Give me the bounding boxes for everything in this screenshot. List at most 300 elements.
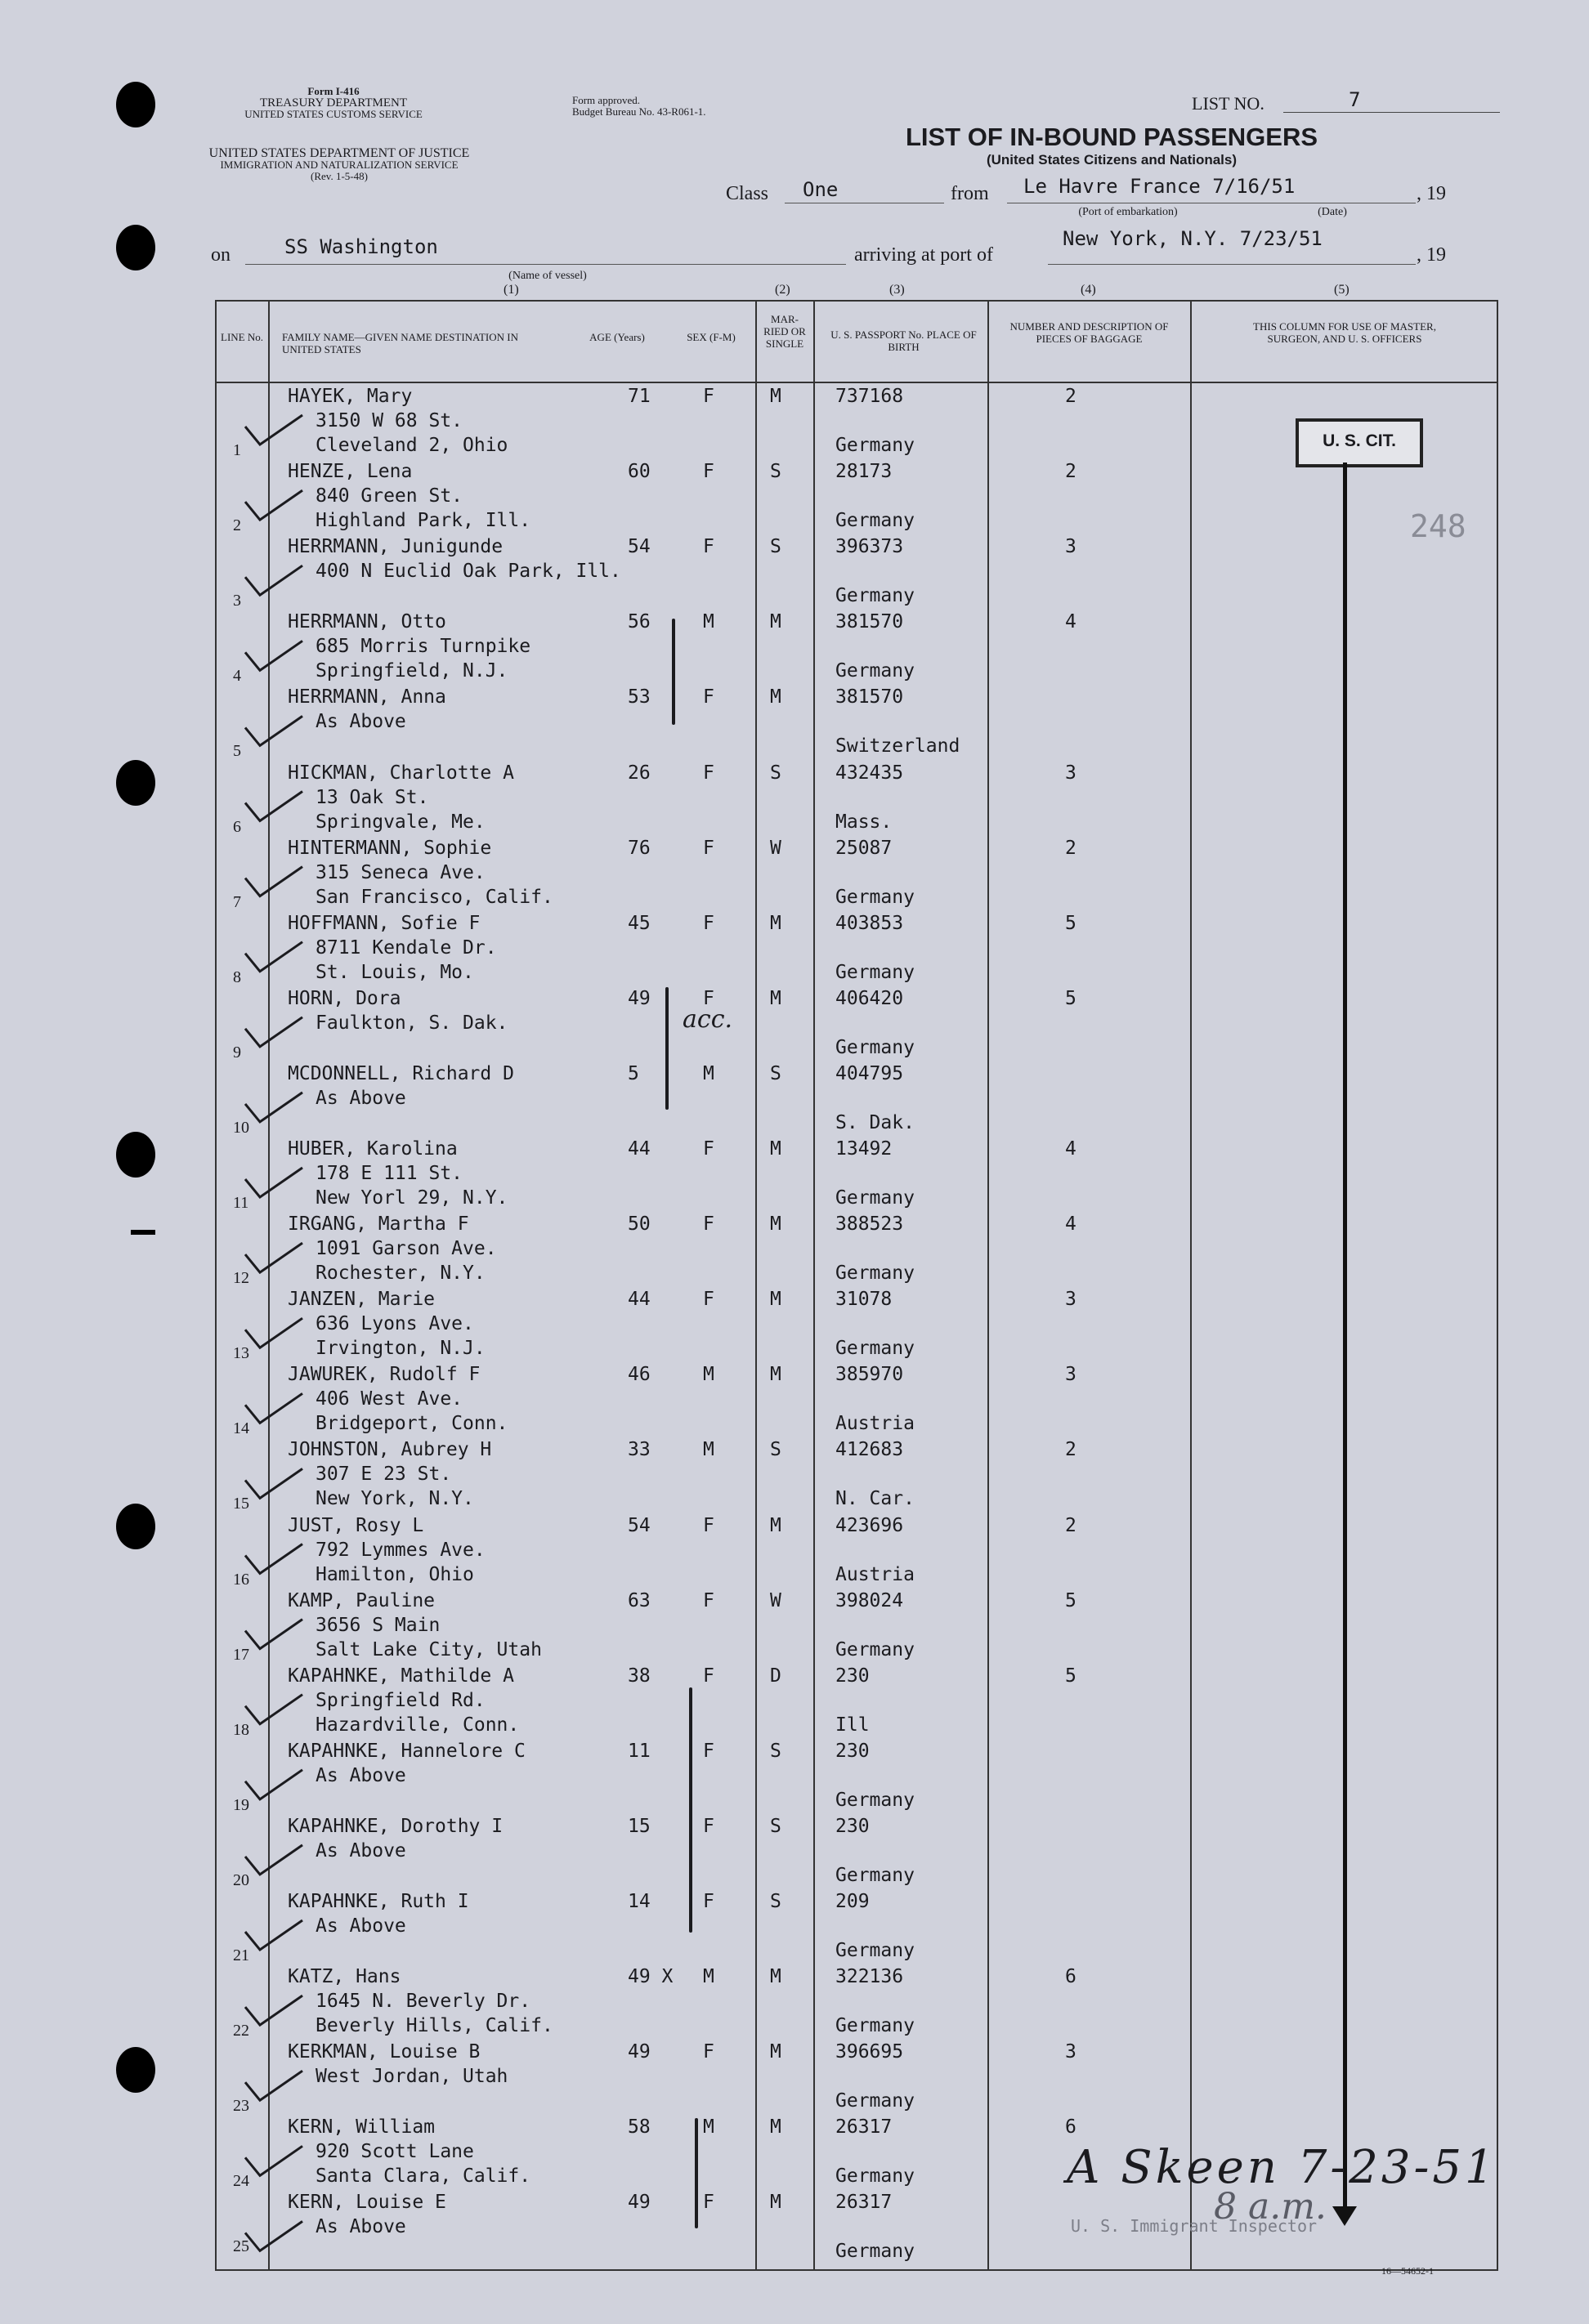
col-head-officers: THIS COLUMN FOR USE OF MASTER, SURGEON, AND U. S. OFFICERS	[1253, 320, 1436, 345]
check-mark-icon	[245, 867, 302, 896]
passenger-name: KAPAHNKE, Mathilde A	[288, 1665, 514, 1687]
passport-number-cell: 25087	[835, 837, 893, 859]
line-number: 3	[233, 592, 241, 610]
sex-cell: F	[703, 2041, 714, 2063]
col-num-5: (5)	[1334, 283, 1350, 297]
passenger-name: KAPAHNKE, Ruth I	[288, 1891, 469, 1912]
birthplace-cell: Germany	[835, 1940, 915, 1961]
sex-cell: M	[703, 1966, 714, 1988]
age-cell: 58	[628, 2116, 651, 2139]
address-line-2: Highland Park, Ill.	[316, 510, 531, 532]
passport-number-cell: 322136	[835, 1966, 904, 1988]
col-head-age: AGE (Years)	[589, 331, 645, 343]
revision: (Rev. 1-5-48)	[311, 170, 368, 182]
passenger-name: JAWUREK, Rudolf F	[288, 1364, 481, 1386]
check-mark-icon	[245, 716, 302, 745]
baggage-cell: 3	[1065, 1364, 1076, 1386]
marital-status-cell: D	[770, 1665, 781, 1687]
address-line-1: As Above	[316, 2216, 406, 2238]
check-mark-icon	[245, 1318, 302, 1347]
from-label: from	[951, 183, 989, 204]
line-number: 6	[233, 817, 241, 836]
address-line-1: 792 Lymmes Ave.	[316, 1539, 486, 1561]
passport-number-cell: 396695	[835, 2041, 904, 2063]
check-mark-icon	[245, 2146, 302, 2175]
line-number: 5	[233, 742, 241, 761]
col-head-name: FAMILY NAME—GIVEN NAME DESTINATION IN UNITED STATES	[282, 331, 519, 355]
address-line-2: Hazardville, Conn.	[316, 1714, 520, 1736]
baggage-cell: 5	[1065, 987, 1076, 1009]
passport-number-cell: 230	[835, 1740, 870, 1762]
marital-status-cell: M	[770, 1966, 781, 1988]
address-line-2: Bridgeport, Conn.	[316, 1413, 508, 1435]
address-line-2: Hamilton, Ohio	[316, 1563, 474, 1585]
birthplace-cell: Germany	[835, 1263, 915, 1285]
sex-cell: F	[703, 1815, 714, 1837]
port-caption: (Port of embarkation)	[1078, 206, 1178, 218]
passport-number-cell: 26317	[835, 2192, 893, 2214]
marital-status-cell: M	[770, 1213, 781, 1236]
address-line-1: 178 E 111 St.	[316, 1163, 463, 1184]
birthplace-cell: Germany	[835, 886, 915, 908]
passenger-name: IRGANG, Martha F	[288, 1213, 469, 1236]
age-cell: 76	[628, 837, 651, 859]
address-line-1: 3150 W 68 St.	[316, 410, 463, 431]
birthplace-cell: Germany	[835, 2015, 915, 2037]
age-cell: 49	[628, 2192, 651, 2214]
passport-number-cell: 398024	[835, 1589, 904, 1611]
customs-service: UNITED STATES CUSTOMS SERVICE	[244, 108, 423, 120]
line-number: 20	[233, 1870, 249, 1889]
age-cell: 53	[628, 686, 651, 708]
marital-status-cell: W	[770, 837, 781, 859]
address-line-1: Faulkton, S. Dak.	[316, 1012, 508, 1034]
baggage-cell: 2	[1065, 1439, 1076, 1461]
sex-cell: F	[703, 1740, 714, 1762]
sex-cell: M	[703, 1062, 714, 1084]
marital-status-cell: S	[770, 536, 781, 558]
marital-status-cell: M	[770, 2041, 781, 2063]
baggage-cell: 5	[1065, 912, 1076, 934]
passenger-name: JANZEN, Marie	[288, 1289, 436, 1311]
line-number: 23	[233, 2097, 249, 2116]
birthplace-cell: Germany	[835, 2165, 915, 2188]
passenger-name: HENZE, Lena	[288, 461, 413, 483]
sex-cell: M	[703, 1439, 714, 1461]
age-cell: 50	[628, 1213, 651, 1236]
address-line-1: As Above	[316, 1915, 406, 1937]
col-num-4: (4)	[1081, 283, 1096, 297]
sex-cell: M	[703, 2116, 714, 2139]
treasury-dept: TREASURY DEPARTMENT	[259, 96, 408, 109]
marital-status-cell: M	[770, 2192, 781, 2214]
sex-cell: F	[703, 1891, 714, 1912]
marital-status-cell: S	[770, 1062, 781, 1084]
line-number: 4	[233, 667, 241, 686]
check-mark-icon	[245, 641, 302, 670]
sex-cell: F	[703, 1514, 714, 1536]
address-line-2: Springvale, Me.	[316, 811, 486, 833]
passenger-name: HORN, Dora	[288, 987, 401, 1009]
sex-cell: M	[703, 1364, 714, 1386]
line-number: 1	[233, 441, 241, 459]
passport-number-cell: 230	[835, 1815, 870, 1837]
marital-status-cell: M	[770, 2116, 781, 2139]
page-title: LIST OF IN-BOUND PASSENGERS	[905, 123, 1318, 151]
sex-cell: F	[703, 837, 714, 859]
year-label-1: , 19	[1417, 183, 1446, 204]
address-line-1: 3656 S Main	[316, 1614, 441, 1636]
address-line-1: As Above	[316, 1087, 406, 1109]
sex-cell: F	[703, 686, 714, 708]
address-line-1: 8711 Kendale Dr.	[316, 936, 497, 959]
passenger-name: JUST, Rosy L	[288, 1514, 424, 1536]
age-cell: 63	[628, 1589, 651, 1611]
sex-cell: F	[703, 987, 714, 1009]
address-line-1: 307 E 23 St.	[316, 1464, 452, 1486]
passenger-name: KAPAHNKE, Hannelore C	[288, 1740, 526, 1762]
address-line-2: New York, N.Y.	[316, 1488, 474, 1510]
age-cell: 44	[628, 1138, 651, 1160]
address-line-1: 1645 N. Beverly Dr.	[316, 1991, 531, 2013]
age-cell: 49 X	[628, 1966, 674, 1988]
col-head-passport: U. S. PASSPORT No. PLACE OF BIRTH	[830, 328, 977, 353]
col-head-married: MAR-RIED OR SINGLE	[763, 313, 806, 350]
baggage-cell: 3	[1065, 2041, 1076, 2063]
list-no-value: 7	[1349, 88, 1361, 111]
passport-number-cell: 31078	[835, 1289, 893, 1311]
marital-status-cell: M	[770, 1514, 781, 1536]
passport-number-cell: 26317	[835, 2116, 893, 2139]
sex-cell: F	[703, 461, 714, 483]
passenger-name: JOHNSTON, Aubrey H	[288, 1439, 492, 1461]
address-line-2: New Yorl 29, N.Y.	[316, 1187, 508, 1209]
on-label: on	[211, 244, 231, 266]
birthplace-cell: Austria	[835, 1413, 915, 1435]
line-number: 9	[233, 1043, 241, 1061]
marital-status-cell: W	[770, 1589, 781, 1611]
passport-number-cell: 28173	[835, 461, 893, 483]
faint-number: 248	[1410, 508, 1466, 544]
passenger-name: KERKMAN, Louise B	[288, 2041, 481, 2063]
check-mark-icon	[245, 792, 302, 821]
birthplace-cell: Switzerland	[835, 735, 960, 758]
arriving-label: arriving at port of	[854, 244, 993, 266]
check-mark-icon	[245, 1393, 302, 1423]
list-no-label: LIST NO.	[1192, 93, 1264, 114]
check-mark-icon	[245, 1996, 302, 2025]
check-mark-icon	[245, 1695, 302, 1724]
marital-status-cell: S	[770, 1891, 781, 1912]
passport-number-cell: 737168	[835, 386, 904, 407]
baggage-cell: 2	[1065, 1514, 1076, 1536]
acc-note: acc.	[683, 1005, 733, 1034]
baggage-cell: 6	[1065, 1966, 1076, 1988]
class-value: One	[803, 178, 839, 201]
passenger-name: KAPAHNKE, Dorothy I	[288, 1815, 504, 1837]
age-cell: 38	[628, 1665, 651, 1687]
line-number: 2	[233, 516, 241, 535]
passenger-name: HERRMANN, Junigunde	[288, 536, 504, 558]
address-line-1: 400 N Euclid Oak Park, Ill.	[316, 561, 621, 583]
passport-number-cell: 209	[835, 1891, 870, 1912]
check-mark-icon	[245, 490, 302, 520]
check-mark-icon	[245, 1920, 302, 1950]
address-line-2: Salt Lake City, Utah	[316, 1638, 542, 1660]
from-value: Le Havre France 7/16/51	[1023, 175, 1296, 198]
sex-cell: F	[703, 1213, 714, 1236]
passport-number-cell: 385970	[835, 1364, 904, 1386]
check-mark-icon	[245, 415, 302, 445]
birthplace-cell: Germany	[835, 1864, 915, 1886]
col-head-sex: SEX (F-M)	[687, 331, 736, 343]
passenger-name: KATZ, Hans	[288, 1966, 401, 1988]
address-line-1: 406 West Ave.	[316, 1388, 463, 1410]
baggage-cell: 6	[1065, 2116, 1076, 2139]
line-number: 24	[233, 2172, 249, 2191]
line-number: 7	[233, 892, 241, 911]
marital-status-cell: M	[770, 611, 781, 633]
signature-time: 8 a.m.	[1214, 2186, 1327, 2228]
line-number-25: 25	[233, 2237, 249, 2255]
passenger-name: HINTERMANN, Sophie	[288, 837, 492, 859]
birthplace-cell: Germany	[835, 660, 915, 682]
age-cell: 60	[628, 461, 651, 483]
age-cell: 26	[628, 762, 651, 784]
class-label: Class	[726, 183, 769, 204]
check-mark-icon	[245, 1544, 302, 1574]
passport-number-cell: 13492	[835, 1138, 893, 1160]
sex-cell: F	[703, 1138, 714, 1160]
line-number: 22	[233, 2022, 249, 2040]
line-number: 12	[233, 1269, 249, 1288]
marital-status-cell: M	[770, 686, 781, 708]
page-subtitle: (United States Citizens and Nationals)	[986, 152, 1238, 168]
age-cell: 49	[628, 987, 651, 1009]
age-cell: 14	[628, 1891, 651, 1912]
check-mark-icon	[245, 1168, 302, 1197]
check-mark-icon	[245, 1468, 302, 1498]
passenger-name: HUBER, Karolina	[288, 1138, 458, 1160]
check-mark-icon	[245, 1093, 302, 1122]
line-number: 10	[233, 1118, 249, 1137]
marital-status-cell: S	[770, 1815, 781, 1837]
marital-status-cell: S	[770, 1740, 781, 1762]
birthplace-cell: Germany	[835, 585, 915, 607]
line-number: 14	[233, 1419, 249, 1438]
year-label-2: , 19	[1417, 244, 1446, 266]
line-number: 19	[233, 1795, 249, 1814]
address-line-1: West Jordan, Utah	[316, 2066, 508, 2088]
passport-number-cell: 396373	[835, 536, 904, 558]
sex-cell: F	[703, 762, 714, 784]
passport-number-cell: 381570	[835, 686, 904, 708]
passport-number-cell: 388523	[835, 1213, 904, 1236]
birthplace-cell: S. Dak.	[835, 1111, 915, 1133]
age-cell: 11	[628, 1740, 651, 1762]
birthplace-cell: Germany	[835, 1338, 915, 1360]
baggage-cell: 2	[1065, 837, 1076, 859]
age-cell: 5	[628, 1062, 639, 1084]
marital-status-cell: S	[770, 762, 781, 784]
form-number: Form I-416	[307, 85, 360, 97]
sex-cell: F	[703, 386, 714, 407]
marital-status-cell: M	[770, 1289, 781, 1311]
sex-cell: F	[703, 1589, 714, 1611]
passport-number-cell: 381570	[835, 611, 904, 633]
passenger-name: HERRMANN, Otto	[288, 611, 446, 633]
birthplace-cell: Germany	[835, 2241, 915, 2263]
check-mark-icon	[245, 2221, 302, 2250]
baggage-cell: 3	[1065, 536, 1076, 558]
birthplace-cell: Germany	[835, 510, 915, 532]
line-number: 13	[233, 1344, 249, 1363]
marital-status-cell: M	[770, 987, 781, 1009]
sex-cell: F	[703, 912, 714, 934]
passport-number-cell: 403853	[835, 912, 904, 934]
passenger-name: KERN, William	[288, 2116, 436, 2139]
age-cell: 45	[628, 912, 651, 934]
ins-line: IMMIGRATION AND NATURALIZATION SERVICE	[220, 159, 459, 171]
marital-status-cell: M	[770, 1364, 781, 1386]
birthplace-cell: Germany	[835, 435, 915, 456]
inspector-signature: A Skeen 7-23-51	[1067, 2141, 1497, 2194]
check-mark-icon	[245, 1620, 302, 1649]
passenger-name: HAYEK, Mary	[288, 386, 413, 407]
approved-line: Form approved.	[572, 94, 641, 106]
baggage-cell: 4	[1065, 1213, 1076, 1236]
address-line-2: Irvington, N.J.	[316, 1338, 486, 1360]
baggage-cell: 2	[1065, 461, 1076, 483]
check-mark-icon	[245, 1017, 302, 1047]
line-number: 18	[233, 1720, 249, 1739]
passport-number-cell: 230	[835, 1665, 870, 1687]
col-num-1: (1)	[504, 283, 519, 297]
address-line-1: 1091 Garson Ave.	[316, 1238, 497, 1260]
baggage-cell: 4	[1065, 1138, 1076, 1160]
address-line-1: 636 Lyons Ave.	[316, 1313, 474, 1335]
passport-number-cell: 406420	[835, 987, 904, 1009]
col-num-3: (3)	[889, 283, 905, 297]
age-cell: 46	[628, 1364, 651, 1386]
vessel-value: SS Washington	[284, 235, 438, 258]
passport-number-cell: 432435	[835, 762, 904, 784]
line-number: 21	[233, 1946, 249, 1964]
marital-status-cell: S	[770, 1439, 781, 1461]
sex-cell: M	[703, 611, 714, 633]
check-mark-icon	[245, 565, 302, 595]
address-line-2: Beverly Hills, Calif.	[316, 2015, 553, 2037]
passport-number-cell: 412683	[835, 1439, 904, 1461]
age-cell: 54	[628, 536, 651, 558]
line-number: 8	[233, 968, 241, 986]
address-line-2: St. Louis, Mo.	[316, 961, 474, 983]
marital-status-cell: M	[770, 1138, 781, 1160]
passenger-name: KERN, Louise E	[288, 2192, 446, 2214]
birthplace-cell: Germany	[835, 1187, 915, 1209]
birthplace-cell: Germany	[835, 2090, 915, 2112]
col-head-line-no: LINE No.	[221, 331, 263, 343]
budget-bureau: Budget Bureau No. 43-R061-1.	[572, 105, 706, 118]
birthplace-cell: Mass.	[835, 811, 893, 833]
passport-number-cell: 423696	[835, 1514, 904, 1536]
check-mark-icon	[245, 1243, 302, 1272]
passenger-name: MCDONNELL, Richard D	[288, 1062, 514, 1084]
date-caption: (Date)	[1318, 206, 1347, 218]
check-mark-icon	[245, 2071, 302, 2100]
address-line-1: As Above	[316, 1839, 406, 1861]
baggage-cell: 5	[1065, 1589, 1076, 1611]
passenger-name: HICKMAN, Charlotte A	[288, 762, 514, 784]
passport-number-cell: 404795	[835, 1062, 904, 1084]
sex-cell: F	[703, 536, 714, 558]
address-line-1: 685 Morris Turnpike	[316, 636, 531, 658]
age-cell: 56	[628, 611, 651, 633]
birthplace-cell: Germany	[835, 1036, 915, 1058]
age-cell: 33	[628, 1439, 651, 1461]
col-num-2: (2)	[775, 283, 790, 297]
baggage-cell: 3	[1065, 762, 1076, 784]
line-number: 15	[233, 1495, 249, 1513]
age-cell: 15	[628, 1815, 651, 1837]
birthplace-cell: Austria	[835, 1563, 915, 1585]
baggage-cell: 2	[1065, 386, 1076, 407]
arriving-value: New York, N.Y. 7/23/51	[1063, 227, 1323, 250]
line-number: 16	[233, 1570, 249, 1589]
age-cell: 49	[628, 2041, 651, 2063]
address-line-1: 840 Green St.	[316, 485, 463, 507]
passenger-name: HOFFMANN, Sofie F	[288, 912, 481, 934]
address-line-1: As Above	[316, 711, 406, 733]
footer-code: 16—54652-1	[1381, 2265, 1434, 2277]
check-mark-icon	[245, 1770, 302, 1799]
address-line-2: Santa Clara, Calif.	[316, 2165, 531, 2188]
birthplace-cell: Ill	[835, 1714, 870, 1736]
sex-cell: F	[703, 2192, 714, 2214]
address-line-1: 13 Oak St.	[316, 786, 429, 808]
birthplace-cell: Germany	[835, 1638, 915, 1660]
check-mark-icon	[245, 1845, 302, 1875]
baggage-cell: 5	[1065, 1665, 1076, 1687]
line-number: 17	[233, 1645, 249, 1664]
justice-dept: UNITED STATES DEPARTMENT OF JUSTICE	[208, 146, 470, 160]
passenger-name: HERRMANN, Anna	[288, 686, 446, 708]
sex-cell: F	[703, 1665, 714, 1687]
check-mark-icon	[245, 942, 302, 972]
baggage-cell: 3	[1065, 1289, 1076, 1311]
marital-status-cell: S	[770, 461, 781, 483]
birthplace-cell: Germany	[835, 1789, 915, 1811]
address-line-2: San Francisco, Calif.	[316, 886, 553, 908]
address-line-1: 315 Seneca Ave.	[316, 861, 486, 883]
vessel-caption: (Name of vessel)	[508, 270, 587, 282]
sex-cell: F	[703, 1289, 714, 1311]
address-line-2: Springfield, N.J.	[316, 660, 508, 682]
age-cell: 71	[628, 386, 651, 407]
address-line-2: Rochester, N.Y.	[316, 1263, 486, 1285]
baggage-cell: 4	[1065, 611, 1076, 633]
birthplace-cell: N. Car.	[835, 1488, 915, 1510]
birthplace-cell: Germany	[835, 961, 915, 983]
address-line-1: As Above	[316, 1764, 406, 1786]
address-line-1: 920 Scott Lane	[316, 2141, 474, 2163]
passenger-name: KAMP, Pauline	[288, 1589, 436, 1611]
line-number: 11	[233, 1194, 249, 1212]
marital-status-cell: M	[770, 386, 781, 407]
inspector-stamp: U. S. Immigrant Inspector	[1071, 2216, 1318, 2236]
col-head-baggage: NUMBER AND DESCRIPTION OF PIECES OF BAGGAGE	[1009, 320, 1169, 345]
age-cell: 44	[628, 1289, 651, 1311]
